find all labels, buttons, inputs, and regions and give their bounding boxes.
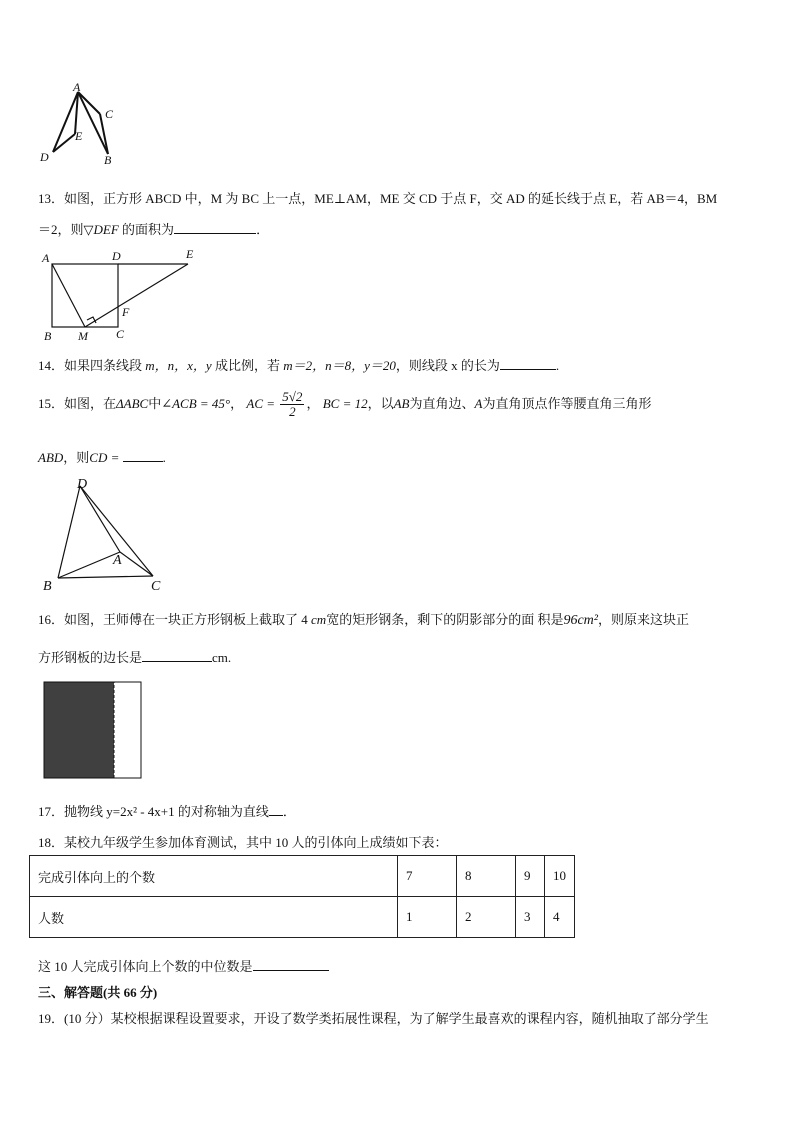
q15-line1	[38, 390, 651, 420]
label-D: D	[77, 477, 88, 492]
table-cell: 4	[545, 897, 575, 938]
label-D: D	[40, 150, 49, 164]
label-B: B	[44, 329, 52, 343]
q16-a3: ，则原来这块正	[597, 612, 689, 627]
q14-post: ，则线段 x 的长为	[395, 358, 500, 373]
q15-cd: CD =	[89, 450, 120, 465]
table-cell: 完成引体向上的个数	[30, 856, 398, 897]
q16-line2	[38, 647, 231, 666]
label-A: A	[73, 82, 81, 94]
label-E: E	[186, 247, 194, 261]
q15-end: .	[162, 450, 166, 465]
label-F: F	[122, 305, 130, 319]
q15-frac-num: 5√2	[282, 389, 303, 404]
q15-answer-blank[interactable]	[123, 449, 163, 462]
q15-frac-den: 2	[289, 404, 296, 420]
q16-line1	[38, 609, 689, 629]
q13-end: ．	[256, 222, 270, 237]
q14-mid: 成比例，若	[211, 358, 284, 373]
q14-answer-blank[interactable]	[500, 357, 556, 370]
q18-after-text: 这 10 人完成引体向上个数的中位数是	[38, 959, 253, 974]
q15-post2: 为直角边、	[409, 395, 475, 411]
label-B: B	[104, 153, 112, 167]
table-cell: 1	[398, 897, 457, 938]
label-C: C	[105, 107, 114, 121]
label-C: C	[116, 327, 125, 341]
q19-line: 19．(10 分）某校根据课程设置要求，开设了数学类拓展性课程，为了解学生最喜欢的课程内容，随机抽取了部分学生	[38, 1011, 709, 1026]
q13-line1: 13．如图，正方形 ABCD 中，M 为 BC 上一点，ME⊥AM，ME 交 CD 于点 F，交 AD 的延长线于点 E，若 AB＝4，BM	[38, 191, 718, 206]
q15-pre: 15．如图，在	[38, 395, 117, 411]
q15-abd: ABD	[38, 450, 64, 465]
q15-ac: AC =	[246, 395, 276, 411]
q15-line2	[38, 447, 166, 466]
table-cell: 2	[457, 897, 516, 938]
q15-mid1: 中	[148, 395, 162, 411]
q14-given: m＝2，n＝8，y＝20	[283, 358, 396, 373]
q16-b2: cm.	[212, 650, 232, 665]
table-cell: 10	[545, 856, 575, 897]
q15-angle: ∠ACB = 45°	[161, 395, 231, 411]
q15-triangle: ΔABC	[116, 395, 149, 411]
q15-bc: BC = 12	[322, 395, 368, 411]
q18-answer-blank[interactable]	[253, 958, 329, 971]
table-row	[30, 897, 575, 938]
table-cell: 人数	[30, 897, 398, 938]
steel-strip	[114, 682, 141, 778]
table-cell: 9	[516, 856, 545, 897]
table-cell: 7	[398, 856, 457, 897]
q15-post1: ，以	[367, 395, 394, 411]
figure-q12	[38, 82, 128, 168]
q17-answer-blank[interactable]	[269, 803, 283, 816]
label-D: D	[112, 249, 121, 263]
q15-fraction	[280, 390, 304, 420]
q18-intro: 18．某校九年级学生参加体育测试，其中 10 人的引体向上成绩如下表：	[38, 835, 448, 850]
q16-answer-blank[interactable]	[142, 649, 212, 662]
q14-pre: 14．如果四条线段	[38, 358, 146, 373]
scores-table	[29, 855, 575, 938]
figure-q16	[42, 680, 146, 782]
table-cell: 3	[516, 897, 545, 938]
figure-q15	[38, 476, 170, 596]
label-C: C	[151, 579, 161, 594]
q13-line2	[38, 219, 269, 238]
q13-post: 的面积为	[118, 222, 175, 237]
q18-after	[38, 956, 329, 975]
section-heading: 三、解答题(共 66 分)	[38, 985, 158, 1000]
table-cell: 8	[457, 856, 516, 897]
q13-pre: ＝2，则	[38, 222, 84, 237]
label-A: A	[113, 553, 122, 568]
q15-post3: 为直角顶点作等腰直角三角形	[482, 395, 652, 411]
shaded-region	[44, 682, 114, 778]
q16-a2: 宽的矩形钢条，剩下的阴影部分的面 积是	[326, 612, 564, 627]
table-row	[30, 856, 575, 897]
figure-q13	[38, 246, 208, 344]
label-E: E	[75, 129, 83, 143]
q15-line2-mid: ，则	[63, 450, 90, 465]
q15-sep1: ，	[230, 395, 244, 411]
q15-sep2: ，	[306, 395, 320, 411]
q16-unit: cm	[311, 612, 327, 627]
label-M: M	[78, 329, 88, 343]
label-B: B	[43, 579, 52, 594]
q17-end: ．	[282, 804, 296, 819]
q17-pre: 17．抛物线 y=2x² - 4x+1 的对称轴为直线	[38, 804, 269, 819]
q14-vars: m，n，x，y	[145, 358, 212, 373]
q14-line	[38, 355, 559, 374]
q15-ab: AB	[393, 395, 410, 411]
q16-area: 96cm²	[563, 613, 598, 628]
q13-answer-blank[interactable]	[174, 221, 256, 234]
q16-a1: 16．如图，王师傅在一块正方形钢板上截取了 4	[38, 612, 308, 627]
q17-line	[38, 801, 296, 820]
q13-triangle: ▽DEF	[83, 222, 119, 237]
q15-a: A	[474, 395, 483, 411]
q16-b1: 方形钢板的边长是	[38, 650, 143, 665]
label-A: A	[42, 251, 50, 265]
q14-end: .	[555, 358, 560, 373]
